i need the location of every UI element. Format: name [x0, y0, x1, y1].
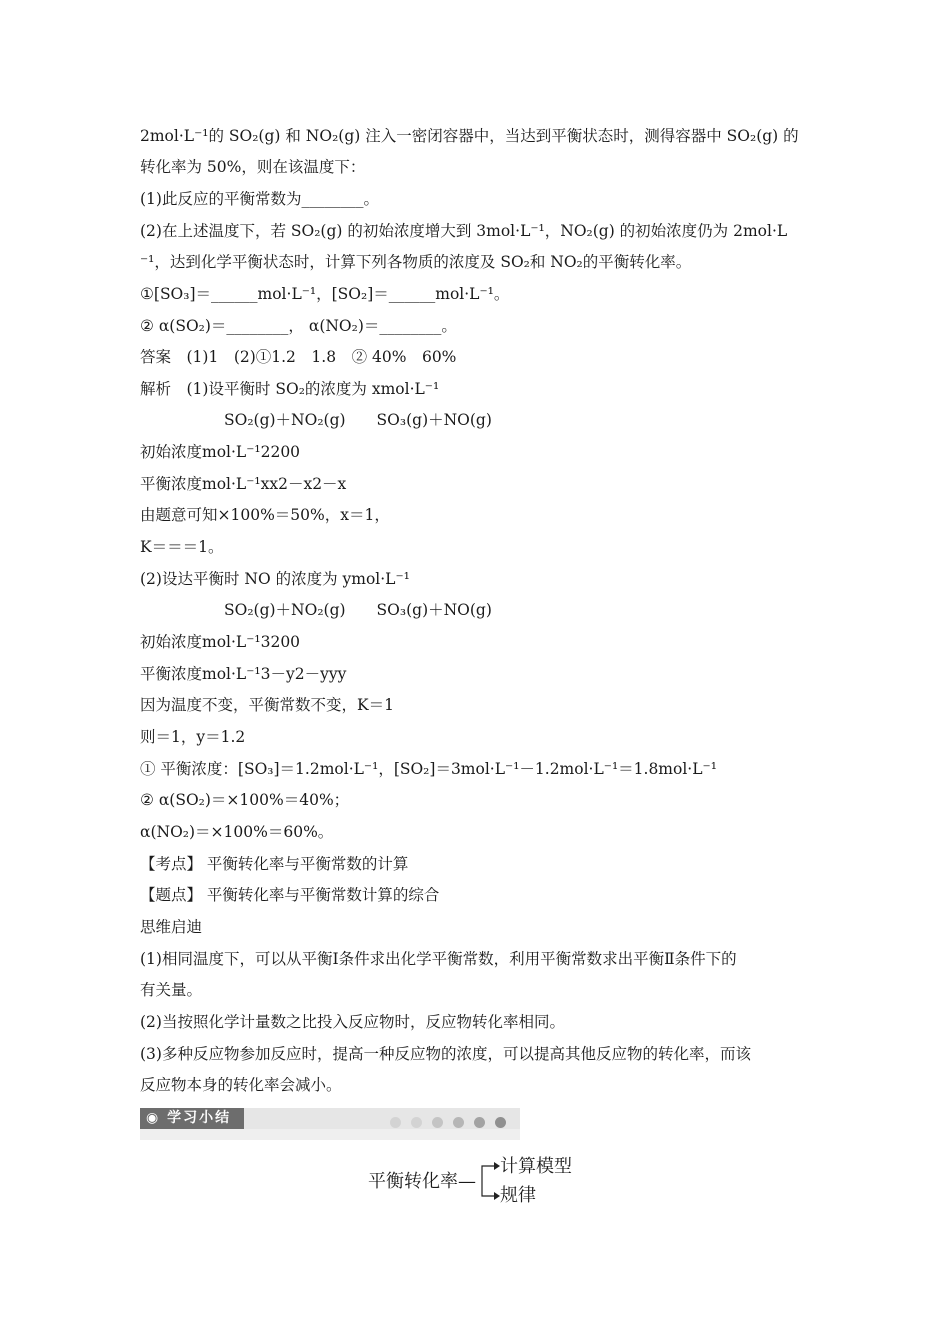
text-line: (3)多种反应物参加反应时，提高一种反应物的浓度，可以提高其他反应物的转化率，而该	[140, 1045, 751, 1063]
text-line: (2)在上述温度下，若 SO₂(g) 的初始浓度增大到 3mol·L⁻¹，NO₂(g) 的初始浓度仍为 2mol·L	[140, 222, 788, 240]
equation-line: SO₂(g)＋NO₂(g) SO₃(g)＋NO(g)	[224, 601, 492, 619]
dot-icon	[453, 1117, 464, 1128]
dot-icon	[495, 1117, 506, 1128]
kaodian-line: 【考点】 平衡转化率与平衡常数的计算	[140, 855, 409, 873]
dot-icon	[432, 1117, 443, 1128]
diagram-branch-1: 计算模型	[500, 1156, 572, 1177]
text-line: 平衡浓度mol·L⁻¹3－y2－yyy	[140, 665, 347, 683]
text-line: 有关量。	[140, 981, 203, 999]
banner-title: ◉ 学习小结	[146, 1110, 232, 1126]
section-banner	[140, 1108, 520, 1140]
dot-icon	[474, 1117, 485, 1128]
banner-dots	[390, 1113, 516, 1132]
text-line: (1)此反应的平衡常数为________。	[140, 190, 379, 208]
text-line: K＝＝＝1。	[140, 538, 224, 556]
tidian-line: 【题点】 平衡转化率与平衡常数计算的综合	[140, 886, 440, 904]
text-line: (2)当按照化学计量数之比投入反应物时，反应物转化率相同。	[140, 1013, 565, 1031]
text-line: (1)相同温度下，可以从平衡Ⅰ条件求出化学平衡常数，利用平衡常数求出平衡Ⅱ条件下的	[140, 950, 737, 968]
text-line: ① 平衡浓度：[SO₃]＝1.2mol·L⁻¹，[SO₂]＝3mol·L⁻¹－1.2mol·L⁻¹＝1.8mol·L⁻¹	[140, 760, 717, 778]
text-line: ② α(SO₂)＝________， α(NO₂)＝________。	[140, 317, 457, 335]
text-line: 则＝1，y＝1.2	[140, 728, 246, 746]
text-line: 初始浓度mol·L⁻¹3200	[140, 633, 301, 651]
dot-icon	[390, 1117, 401, 1128]
analysis-line: 解析 (1)设平衡时 SO₂的浓度为 xmol·L⁻¹	[140, 380, 440, 398]
text-line: 由题意可知×100%＝50%，x＝1，	[140, 506, 390, 524]
dot-icon	[411, 1117, 422, 1128]
text-line: 初始浓度mol·L⁻¹2200	[140, 443, 301, 461]
text-line: 2mol·L⁻¹的 SO₂(g) 和 NO₂(g) 注入一密闭容器中，当达到平衡状态时，测得容器中 SO₂(g) 的	[140, 127, 799, 145]
equation-line: SO₂(g)＋NO₂(g) SO₃(g)＋NO(g)	[224, 411, 492, 429]
diagram-root-label: 平衡转化率—	[368, 1171, 476, 1192]
answer-line: 答案 (1)1 (2)①1.2 1.8 ② 40% 60%	[140, 348, 457, 366]
summary-diagram	[360, 1150, 620, 1220]
text-line: 平衡浓度mol·L⁻¹xx2－x2－x	[140, 475, 347, 493]
text-line: ⁻¹，达到化学平衡状态时，计算下列各物质的浓度及 SO₂和 NO₂的平衡转化率。	[140, 253, 692, 271]
diagram-branch-2: 规律	[500, 1185, 536, 1206]
text-line: (2)设达平衡时 NO 的浓度为 ymol·L⁻¹	[140, 570, 410, 588]
text-line: 反应物本身的转化率会减小。	[140, 1076, 342, 1094]
text-line: 因为温度不变，平衡常数不变，K＝1	[140, 696, 394, 714]
text-line: 思维启迪	[140, 918, 203, 936]
text-line: 转化率为 50%，则在该温度下：	[140, 158, 366, 176]
text-line: ①[SO₃]＝______mol·L⁻¹，[SO₂]＝______mol·L⁻¹。	[140, 285, 510, 303]
text-line: α(NO₂)＝×100%＝60%。	[140, 823, 334, 841]
text-line: ② α(SO₂)＝×100%＝40%；	[140, 791, 350, 809]
